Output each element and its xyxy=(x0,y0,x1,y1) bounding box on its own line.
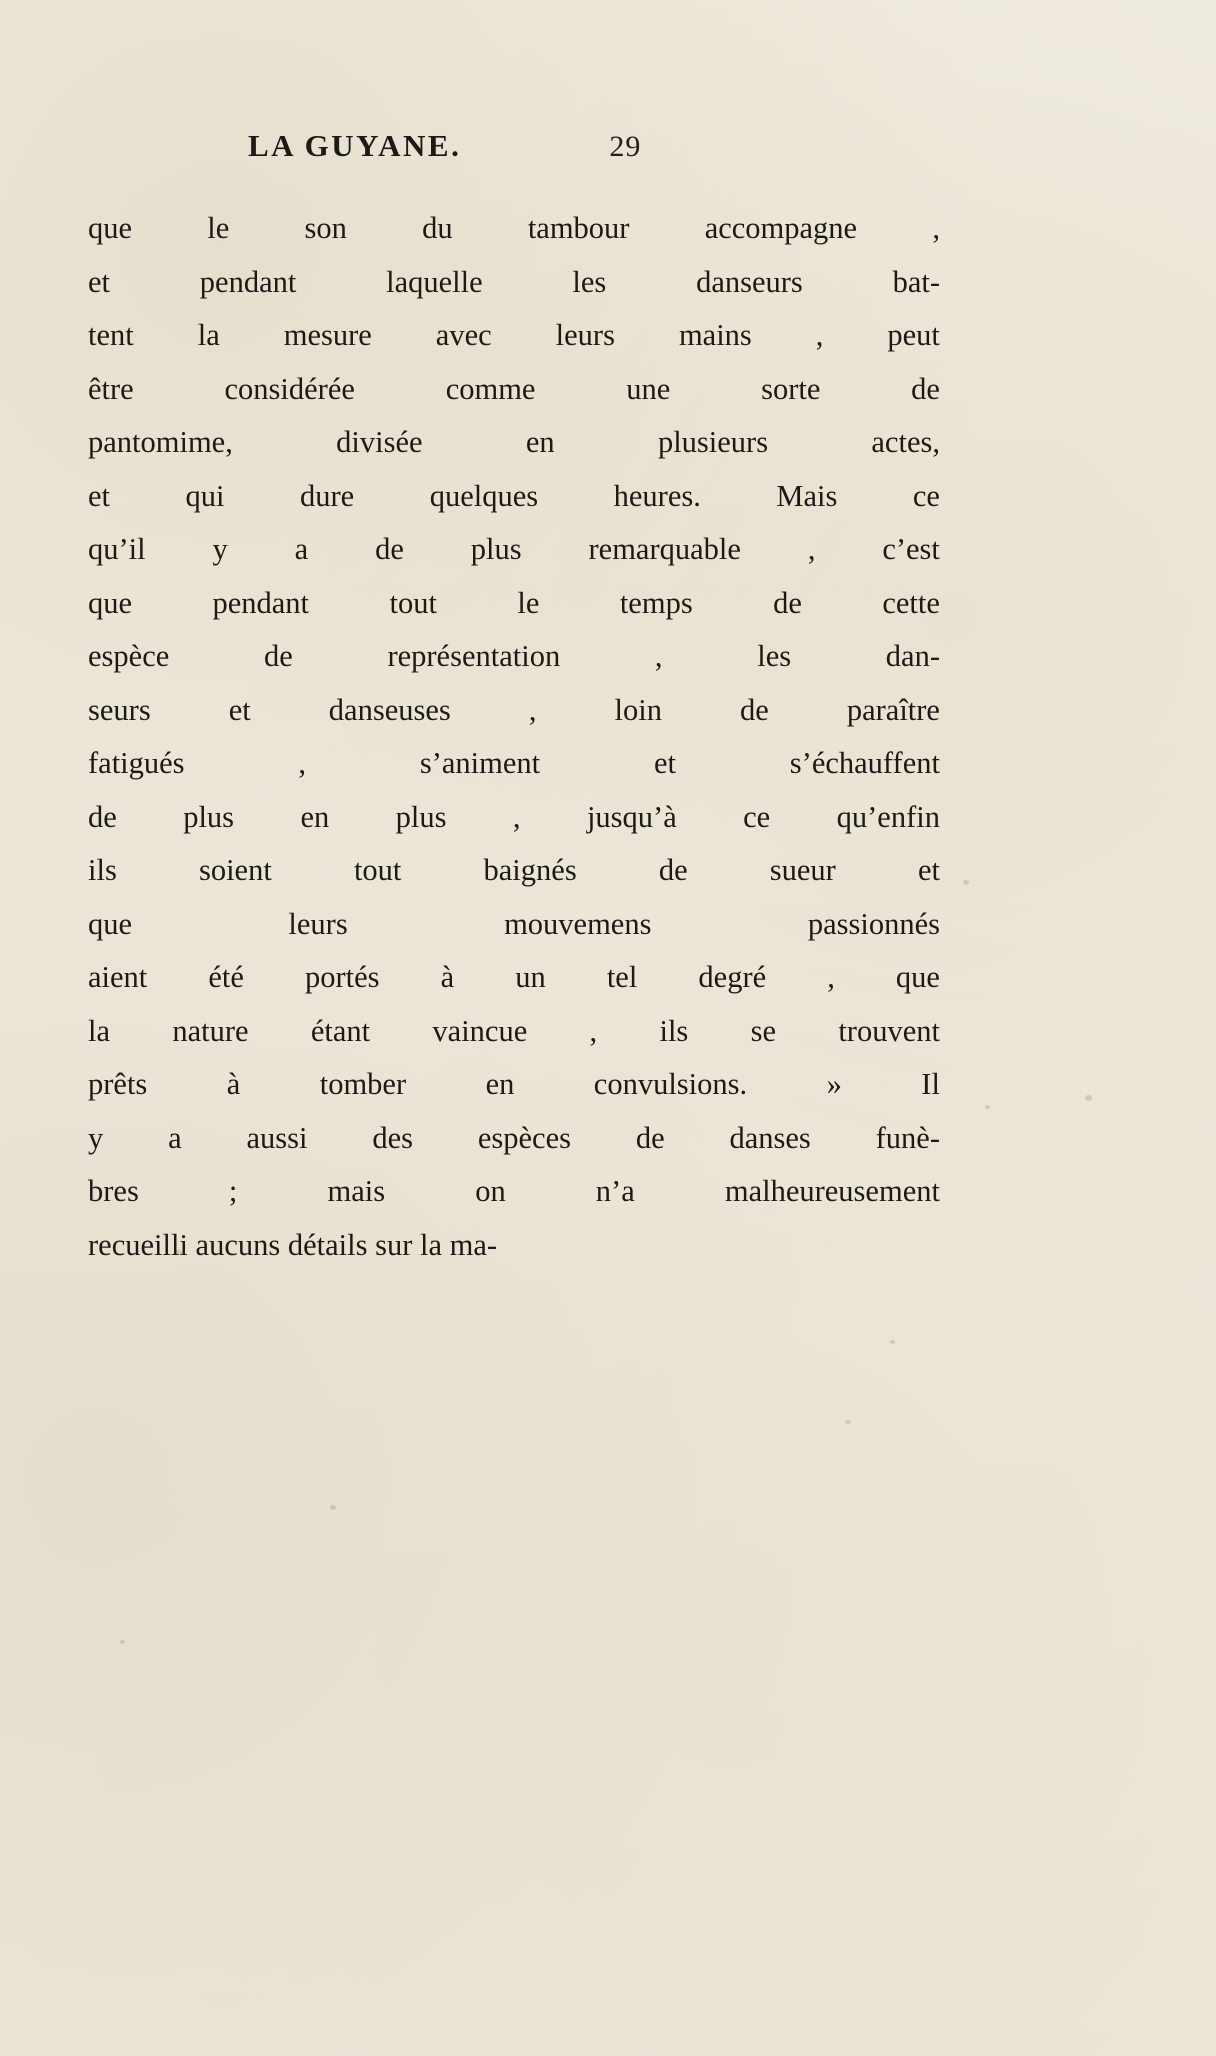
text-line: et pendant laquelle les danseurs bat- xyxy=(88,264,940,299)
paper-speck xyxy=(330,1505,336,1510)
text-line: prêts à tomber en convulsions. » Il xyxy=(88,1067,940,1101)
body-text xyxy=(88,202,940,1272)
text-line: qu’il y a de plus remarquable , c’est xyxy=(88,532,940,566)
paper-speck xyxy=(890,1340,895,1344)
paper-speck xyxy=(985,1105,990,1109)
page-number: 29 xyxy=(609,130,642,163)
paper-speck xyxy=(1085,1095,1092,1101)
text-column xyxy=(88,128,940,1272)
paragraph xyxy=(88,202,940,1272)
text-line: la nature étant vaincue , ils se trouvent xyxy=(88,1013,940,1048)
text-line: aient été portés à un tel degré , que xyxy=(88,960,940,994)
text-line: de plus en plus , jusqu’à ce qu’enfin xyxy=(88,799,940,834)
text-line: bres ; mais on n’a malheureusement xyxy=(88,1174,940,1208)
page-header xyxy=(88,128,940,164)
text-line: espèce de représentation , les dan- xyxy=(88,639,940,673)
text-line: seurs et danseuses , loin de paraître xyxy=(88,692,940,727)
paper-speck xyxy=(963,880,969,885)
text-line: et qui dure quelques heures. Mais ce xyxy=(88,478,940,513)
paper-speck xyxy=(120,1640,125,1644)
text-line: ils soient tout baignés de sueur et xyxy=(88,853,940,887)
text-line: tent la mesure avec leurs mains , peut xyxy=(88,318,940,352)
paper-speck xyxy=(845,1420,851,1424)
text-line: recueilli aucuns détails sur la ma- xyxy=(88,1227,498,1262)
text-line: pantomime, divisée en plusieurs actes, xyxy=(88,425,940,459)
text-line: que le son du tambour accompagne , xyxy=(88,211,940,245)
text-line: fatigués , s’animent et s’échauffent xyxy=(88,746,940,780)
text-line: que pendant tout le temps de cette xyxy=(88,585,940,620)
text-line: être considérée comme une sorte de xyxy=(88,371,940,406)
text-line: que leurs mouvemens passionnés xyxy=(88,906,940,941)
text-line: y a aussi des espèces de danses funè- xyxy=(88,1120,940,1155)
running-head: LA GUYANE. xyxy=(248,128,462,163)
